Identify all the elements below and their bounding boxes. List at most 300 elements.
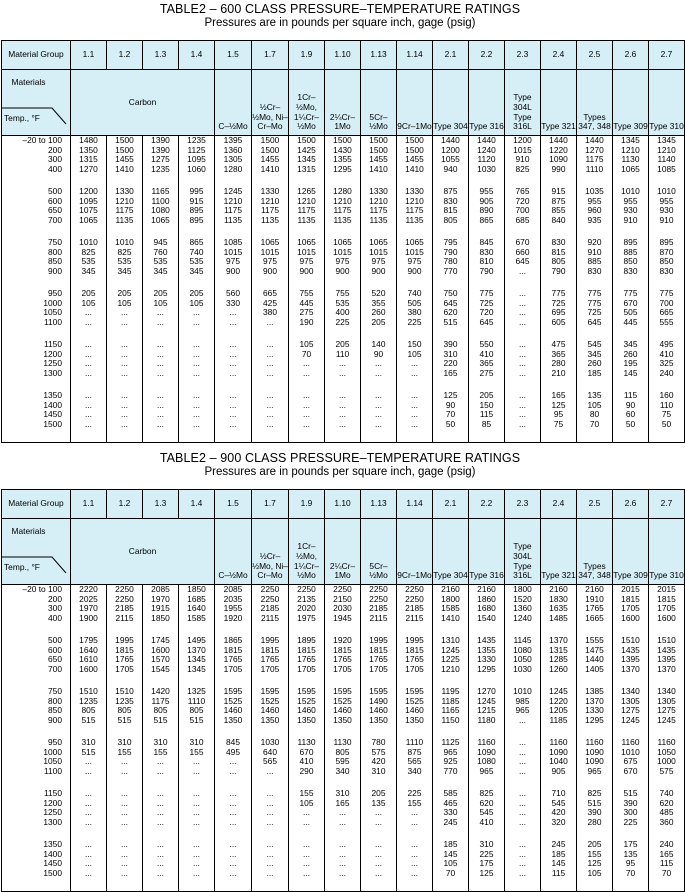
- pressure-value: ...: [266, 788, 274, 798]
- pressure-value: 105: [299, 797, 314, 808]
- pressure-value: 1350: [333, 715, 352, 726]
- pressure-value: 1705: [115, 664, 134, 675]
- pressure-value: 275: [299, 307, 314, 318]
- pressure-column-1-4: [179, 585, 215, 892]
- pressure-value: 1030: [513, 664, 532, 675]
- pressure-value: 1160: [549, 737, 568, 747]
- pressure-value: ...: [519, 399, 526, 410]
- pressure-value: 805: [189, 705, 204, 716]
- pressure-value: ...: [339, 399, 346, 410]
- pressure-value: 1330: [115, 186, 134, 196]
- pressure-value: 1090: [585, 746, 604, 757]
- pressure-value: ...: [157, 409, 164, 420]
- pressure-group: [215, 238, 251, 289]
- pressure-value: 660: [515, 246, 530, 257]
- pressure-value: 80: [589, 409, 600, 420]
- pressure-value: ...: [193, 788, 200, 798]
- pressure-group: [361, 585, 396, 636]
- pressure-value: ...: [375, 409, 382, 420]
- pressure-group: [397, 238, 432, 289]
- pressure-value: 1705: [369, 664, 388, 675]
- pressure-value: 900: [226, 266, 240, 277]
- pressure-value: 115: [551, 868, 566, 879]
- pressure-value: ...: [519, 737, 526, 747]
- pressure-value: 905: [479, 195, 494, 206]
- pressure-value: 135: [587, 390, 602, 400]
- pressure-group: [289, 738, 324, 789]
- pressure-group: [107, 840, 142, 891]
- pressure-value: 1915: [151, 603, 170, 614]
- pressure-value: 345: [189, 266, 204, 277]
- pressure-value: ...: [411, 390, 418, 400]
- pressure-value: 2185: [115, 603, 134, 614]
- pressure-value: 910: [659, 215, 674, 226]
- pressure-value: 1600: [151, 644, 170, 655]
- pressure-value: 1210: [657, 144, 676, 155]
- pressure-value: 1800: [441, 593, 460, 604]
- pressure-group: [505, 136, 540, 187]
- pressure-value: 1315: [297, 164, 316, 175]
- temperature-value: 1250: [43, 807, 62, 818]
- pressure-value: 260: [371, 307, 386, 318]
- pressure-value: 865: [189, 237, 204, 247]
- pressure-value: ...: [121, 317, 128, 328]
- materials-label: Materials: [11, 77, 46, 87]
- pressure-group: [71, 636, 106, 687]
- pressure-value: 380: [263, 307, 277, 318]
- pressure-group: [397, 636, 432, 687]
- pressure-value: 70: [445, 868, 456, 879]
- pressure-group: [361, 789, 396, 840]
- pressure-group: [361, 136, 396, 187]
- pressure-group: [361, 187, 396, 238]
- pressure-value: 1245: [621, 715, 640, 726]
- pressure-value: ...: [157, 807, 164, 818]
- pressure-value: 1080: [513, 644, 532, 655]
- pressure-value: 2085: [223, 584, 243, 594]
- temperature-value: 650: [48, 205, 62, 216]
- material-carbon: Carbon: [71, 519, 215, 585]
- pressure-group: [433, 585, 468, 636]
- pressure-value: ...: [157, 817, 164, 828]
- pressure-value: 1525: [333, 695, 352, 706]
- pressure-value: ...: [375, 848, 382, 859]
- pressure-value: ...: [266, 317, 274, 328]
- pressure-group: [215, 136, 251, 187]
- pressure-value: 1440: [549, 135, 568, 145]
- pressure-group: [505, 238, 540, 289]
- pressure-value: 245: [551, 839, 566, 849]
- pressure-value: 1490: [369, 695, 388, 706]
- pressure-value: 1585: [441, 603, 460, 614]
- pressure-value: 185: [551, 848, 566, 859]
- pressure-value: ...: [85, 399, 92, 410]
- material-carbon: Carbon: [71, 70, 215, 136]
- pressure-value: 1920: [333, 635, 352, 645]
- temperature-value: 400: [48, 613, 62, 624]
- pressure-value: ...: [375, 858, 382, 869]
- pressure-value: 1140: [657, 154, 676, 165]
- pressure-value: 1815: [369, 644, 388, 655]
- pressure-value: 2160: [441, 584, 460, 594]
- pressure-value: 965: [443, 746, 458, 757]
- pressure-value: ...: [85, 390, 92, 400]
- pressure-value: 2250: [369, 593, 388, 604]
- pressure-value: 145: [443, 848, 458, 859]
- temperature-value: 200: [48, 593, 62, 604]
- pressure-value: 1970: [151, 593, 170, 604]
- pressure-value: 955: [659, 195, 674, 206]
- pressure-value: 1175: [115, 205, 134, 216]
- pressure-group: [505, 187, 540, 238]
- pressure-value: 90: [625, 399, 636, 410]
- pressure-value: ...: [229, 358, 237, 369]
- temperature-value: 600: [48, 195, 62, 206]
- pressure-value: 475: [551, 339, 566, 349]
- pressure-value: 1500: [369, 144, 388, 155]
- pressure-column-2-5: [577, 585, 613, 892]
- pressure-value: 105: [407, 348, 422, 359]
- pressure-value: ...: [121, 399, 128, 410]
- pressure-value: 1475: [585, 644, 604, 655]
- temperature-value: 900: [48, 266, 62, 277]
- pressure-value: 155: [117, 746, 132, 757]
- material-name: 9Cr–1Mo: [397, 519, 433, 585]
- pressure-value: 1280: [223, 164, 243, 175]
- table-subtitle: Pressures are in pounds per square inch, gage (psig): [204, 17, 476, 29]
- pressure-group: [505, 738, 540, 789]
- pressure-value: 830: [623, 266, 638, 277]
- pressure-group: [469, 187, 504, 238]
- pressure-group: [649, 238, 684, 289]
- pressure-value: 205: [371, 317, 386, 328]
- pressure-value: 1065: [297, 237, 316, 247]
- pressure-group: [252, 391, 288, 442]
- pressure-value: ...: [229, 858, 237, 869]
- pressure-value: 1895: [297, 635, 316, 645]
- pressure-group: [541, 789, 576, 840]
- pressure-value: ...: [121, 839, 128, 849]
- pressure-value: ...: [411, 368, 418, 379]
- pressure-value: 70: [445, 409, 456, 420]
- pressure-value: 2160: [549, 584, 568, 594]
- pressure-value: 1500: [405, 144, 424, 155]
- pressure-value: 60: [625, 409, 636, 420]
- pressure-group: [325, 238, 360, 289]
- pressure-value: 1345: [657, 135, 676, 145]
- material-group-number: 1.3: [143, 41, 179, 70]
- pressure-value: ...: [375, 390, 382, 400]
- pressure-value: 1410: [115, 164, 134, 175]
- pressure-value: 515: [81, 746, 96, 757]
- pressure-group: [577, 391, 612, 442]
- temperature-value: 1300: [43, 817, 62, 828]
- material-group-number: 1.5: [215, 41, 252, 70]
- pressure-value: 685: [515, 215, 530, 226]
- pressure-value: ...: [266, 358, 274, 369]
- temperature-value: 300: [48, 603, 62, 614]
- pressure-value: 710: [551, 788, 566, 798]
- pressure-value: 260: [587, 358, 602, 369]
- pressure-value: 225: [407, 317, 422, 328]
- temperature-value: 1300: [43, 368, 62, 379]
- pressure-group: [613, 391, 648, 442]
- pressure-value: 2015: [657, 584, 676, 594]
- pressure-value: 1360: [223, 144, 243, 155]
- pressure-value: 915: [189, 195, 204, 206]
- pressure-value: 185: [443, 839, 458, 849]
- pressure-column-1-10: [325, 136, 361, 443]
- material-name: 5Cr–½Mo: [361, 519, 397, 585]
- pressure-column-1-3: [143, 585, 179, 892]
- pressure-value: 1065: [333, 237, 352, 247]
- pressure-value: 95: [553, 409, 564, 420]
- temperature-value: 1450: [43, 409, 62, 420]
- pressure-value: ...: [157, 766, 164, 777]
- pressure-group: [107, 238, 142, 289]
- pressure-value: ...: [193, 368, 200, 379]
- pressure-value: 1500: [297, 135, 316, 145]
- pressure-value: ...: [229, 797, 237, 808]
- pressure-value: 50: [445, 419, 456, 430]
- pressure-value: ...: [411, 817, 418, 828]
- pressure-value: 345: [623, 339, 638, 349]
- pressure-value: 1555: [585, 635, 604, 645]
- pressure-group: [397, 187, 432, 238]
- pressure-value: ...: [85, 368, 92, 379]
- pressure-group: [433, 391, 468, 442]
- pressure-value: 975: [371, 256, 386, 267]
- pressure-value: 900: [335, 266, 350, 277]
- material-group-number: 1.1: [71, 490, 107, 519]
- pressure-value: ...: [121, 390, 128, 400]
- pressure-value: 1235: [187, 135, 206, 145]
- pressure-value: 775: [551, 288, 566, 298]
- pressure-value: ...: [157, 839, 164, 849]
- pressure-value: 930: [623, 205, 638, 216]
- pressure-group: [361, 289, 396, 340]
- pressure-value: 720: [515, 195, 530, 206]
- pressure-value: 1395: [657, 654, 676, 665]
- pressure-value: 1010: [115, 237, 134, 247]
- pressure-group: [71, 789, 106, 840]
- pressure-group: [107, 187, 142, 238]
- material-group-number: 1.4: [179, 490, 215, 519]
- temperature-value: 1500: [43, 419, 62, 430]
- temperature-value: 1200: [43, 348, 62, 359]
- pressure-value: 165: [659, 848, 674, 859]
- pressure-value: ...: [193, 817, 200, 828]
- pressure-value: 365: [479, 358, 494, 369]
- pressure-value: 1135: [297, 215, 316, 226]
- pressure-value: 955: [479, 186, 494, 196]
- pressure-value: 825: [587, 788, 602, 798]
- pressure-value: ...: [266, 409, 274, 420]
- pressure-value: ...: [266, 848, 274, 859]
- pressure-value: 1165: [151, 186, 170, 196]
- pressure-value: 1705: [297, 664, 316, 675]
- pressure-value: 1500: [369, 135, 388, 145]
- pressure-value: ...: [375, 839, 382, 849]
- pressure-group: [143, 391, 178, 442]
- pressure-value: 205: [371, 788, 386, 798]
- pressure-value: 1185: [549, 715, 568, 726]
- pressure-value: 1235: [151, 164, 170, 175]
- pressure-group: [433, 340, 468, 391]
- pressure-value: 1080: [477, 756, 496, 767]
- pressure-group: [613, 289, 648, 340]
- pressure-value: ...: [411, 858, 418, 869]
- pressure-value: ...: [121, 358, 128, 369]
- pressure-value: 2185: [369, 603, 388, 614]
- pressure-group: [541, 136, 576, 187]
- pressure-column-1-3: [143, 136, 179, 443]
- temperature-value: 700: [48, 664, 62, 675]
- pressure-value: 915: [551, 186, 566, 196]
- pressure-value: ...: [85, 348, 92, 359]
- temperature-group: [2, 340, 70, 391]
- pressure-group: [179, 391, 214, 442]
- pressure-value: ...: [266, 348, 274, 359]
- pressure-group: [469, 238, 504, 289]
- pressure-value: ...: [85, 317, 92, 328]
- pressure-group: [179, 238, 214, 289]
- pressure-value: ...: [157, 399, 164, 410]
- pressure-group: [325, 340, 360, 391]
- pressure-value: ...: [339, 807, 346, 818]
- pressure-group: [252, 187, 288, 238]
- pressure-value: ...: [121, 868, 128, 879]
- pressure-value: 185: [587, 368, 602, 379]
- pressure-group: [179, 636, 214, 687]
- pressure-group: [505, 636, 540, 687]
- pressure-value: ...: [303, 868, 310, 879]
- pressure-value: 1600: [621, 613, 640, 624]
- pressure-group: [215, 187, 251, 238]
- pressure-value: 225: [623, 817, 638, 828]
- pressure-group: [505, 585, 540, 636]
- pressure-value: 1135: [405, 215, 424, 226]
- pressure-value: 125: [443, 390, 458, 400]
- pressure-value: 985: [515, 695, 530, 706]
- pressure-group: [143, 636, 178, 687]
- pressure-value: 205: [189, 288, 204, 298]
- pressure-value: 1175: [223, 205, 242, 216]
- pressure-value: 1245: [549, 686, 568, 696]
- pressure-value: 1350: [297, 715, 316, 726]
- pressure-value: ...: [303, 358, 310, 369]
- pressure-value: 125: [587, 858, 602, 869]
- pressure-value: 830: [551, 237, 566, 247]
- pressure-value: 925: [443, 756, 458, 767]
- material-name: Type 321: [541, 519, 577, 585]
- pressure-value: 1385: [585, 686, 604, 696]
- pressure-value: 875: [443, 186, 458, 196]
- pressure-value: 1395: [223, 135, 243, 145]
- pressure-value: 1120: [477, 154, 496, 165]
- pressure-group: [577, 585, 612, 636]
- pressure-value: 390: [443, 339, 458, 349]
- pressure-value: 1110: [585, 164, 604, 175]
- pressure-group: [215, 340, 251, 391]
- material-group-number: 2.7: [649, 490, 685, 519]
- pressure-value: 1130: [297, 737, 316, 747]
- pressure-value: 1800: [513, 584, 532, 594]
- pressure-value: 620: [479, 797, 494, 808]
- pressure-value: 1330: [405, 186, 424, 196]
- pressure-column-2-6: [613, 136, 649, 443]
- pressure-value: 810: [479, 256, 494, 267]
- temperature-value: 750: [48, 237, 62, 247]
- pressure-value: 825: [479, 788, 494, 798]
- pressure-value: 310: [153, 737, 168, 747]
- pressure-value: 1350: [405, 715, 424, 726]
- pressure-value: 975: [263, 256, 277, 267]
- pressure-value: ...: [303, 399, 310, 410]
- pressure-value: 865: [479, 215, 494, 226]
- pressure-value: ...: [303, 419, 310, 430]
- pressure-value: 1330: [477, 654, 496, 665]
- pressure-group: [505, 391, 540, 442]
- pressure-value: 145: [623, 368, 638, 379]
- pressure-value: ...: [229, 868, 237, 879]
- pressure-value: 300: [623, 807, 638, 818]
- pressure-value: ...: [121, 797, 128, 808]
- pressure-value: ...: [266, 399, 274, 410]
- pressure-value: ...: [193, 399, 200, 410]
- pressure-value: 780: [371, 737, 386, 747]
- pressure-value: 85: [481, 419, 492, 430]
- pressure-group: [361, 391, 396, 442]
- pressure-value: 1860: [477, 593, 496, 604]
- pressure-value: ...: [229, 419, 237, 430]
- pressure-value: 1525: [260, 695, 280, 706]
- pressure-value: 75: [553, 419, 564, 430]
- pressure-value: 1705: [405, 664, 424, 675]
- pressure-value: 1595: [260, 686, 280, 696]
- pressure-value: ...: [519, 358, 526, 369]
- pressure-value: 1015: [405, 246, 424, 257]
- material-group-label: Material Group: [2, 490, 71, 519]
- pressure-value: 960: [587, 205, 602, 216]
- pressure-group: [505, 687, 540, 738]
- pressure-group: [541, 738, 576, 789]
- pressure-value: 1015: [369, 246, 388, 257]
- pressure-value: 155: [407, 797, 422, 808]
- pressure-value: 1595: [333, 686, 352, 696]
- pressure-value: ...: [85, 358, 92, 369]
- pressure-value: ...: [519, 288, 526, 298]
- pressure-value: 545: [551, 797, 566, 808]
- pressure-value: 1235: [115, 695, 134, 706]
- pressure-value: 575: [371, 746, 386, 757]
- pressure-value: 805: [443, 215, 458, 226]
- pressure-value: 1410: [260, 164, 280, 175]
- pressure-value: ...: [85, 339, 92, 349]
- material-group-number: 2.3: [505, 490, 541, 519]
- pressure-value: 1460: [223, 705, 243, 716]
- pressure-value: 1370: [621, 664, 640, 675]
- pressure-value: 1460: [260, 705, 280, 716]
- pressure-value: 155: [189, 746, 204, 757]
- pressure-value: 1370: [549, 635, 568, 645]
- pressure-value: 1240: [513, 613, 532, 624]
- pressure-value: 1270: [477, 686, 496, 696]
- pressure-value: ...: [157, 797, 164, 808]
- pressure-value: 1275: [151, 154, 170, 165]
- pressure-value: 1765: [369, 654, 388, 665]
- pressure-value: 855: [551, 205, 566, 216]
